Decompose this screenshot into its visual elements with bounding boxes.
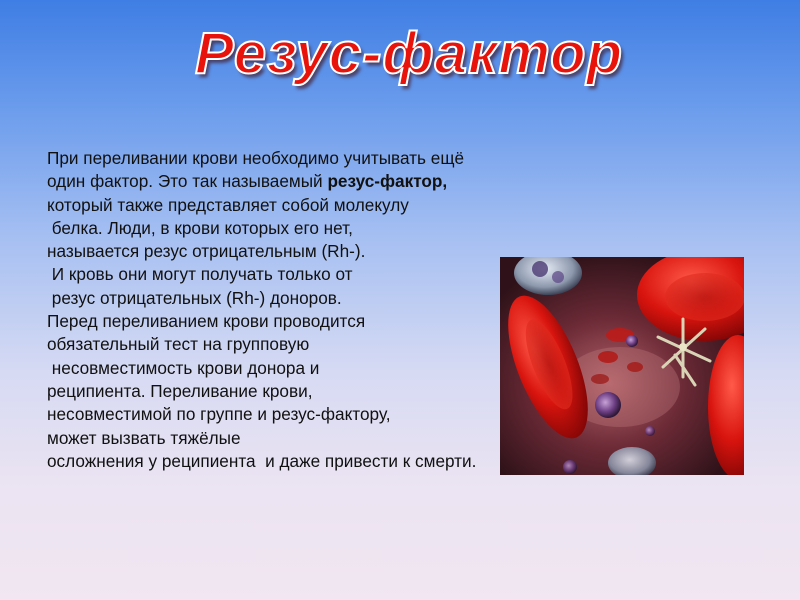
body-text (47, 147, 617, 473)
body-line (47, 170, 617, 193)
body-line: осложнения у реципиента и даже привести к смерти. (47, 450, 477, 471)
body-line: Перед переливанием крови проводится (47, 311, 366, 332)
body-line-text: один фактор. Это так называемый (47, 171, 328, 192)
body-line: может вызвать тяжёлые (47, 427, 241, 448)
body-line: называется резус отрицательным (Rh-). (47, 241, 366, 262)
body-line: При переливании крови необходимо учитывать ещё (47, 148, 465, 168)
body-line: который также представляет собой молекулу (47, 194, 409, 215)
body-line: несовместимость крови донора и (47, 357, 320, 378)
body-line: реципиента. Переливание крови, (47, 380, 313, 401)
body-line: обязательный тест на групповую (47, 334, 310, 355)
slide-title: Резус-фактор (195, 21, 624, 86)
body-line: И кровь они могут получать только от (47, 264, 353, 285)
rh-factor-term: резус-фактор, (327, 171, 448, 192)
body-line: резус отрицательных (Rh-) доноров. (47, 287, 342, 308)
body-line: несовместимой по группе и резус-фактору, (47, 404, 391, 425)
body-line: белка. Люди, в крови которых его нет, (47, 217, 353, 238)
